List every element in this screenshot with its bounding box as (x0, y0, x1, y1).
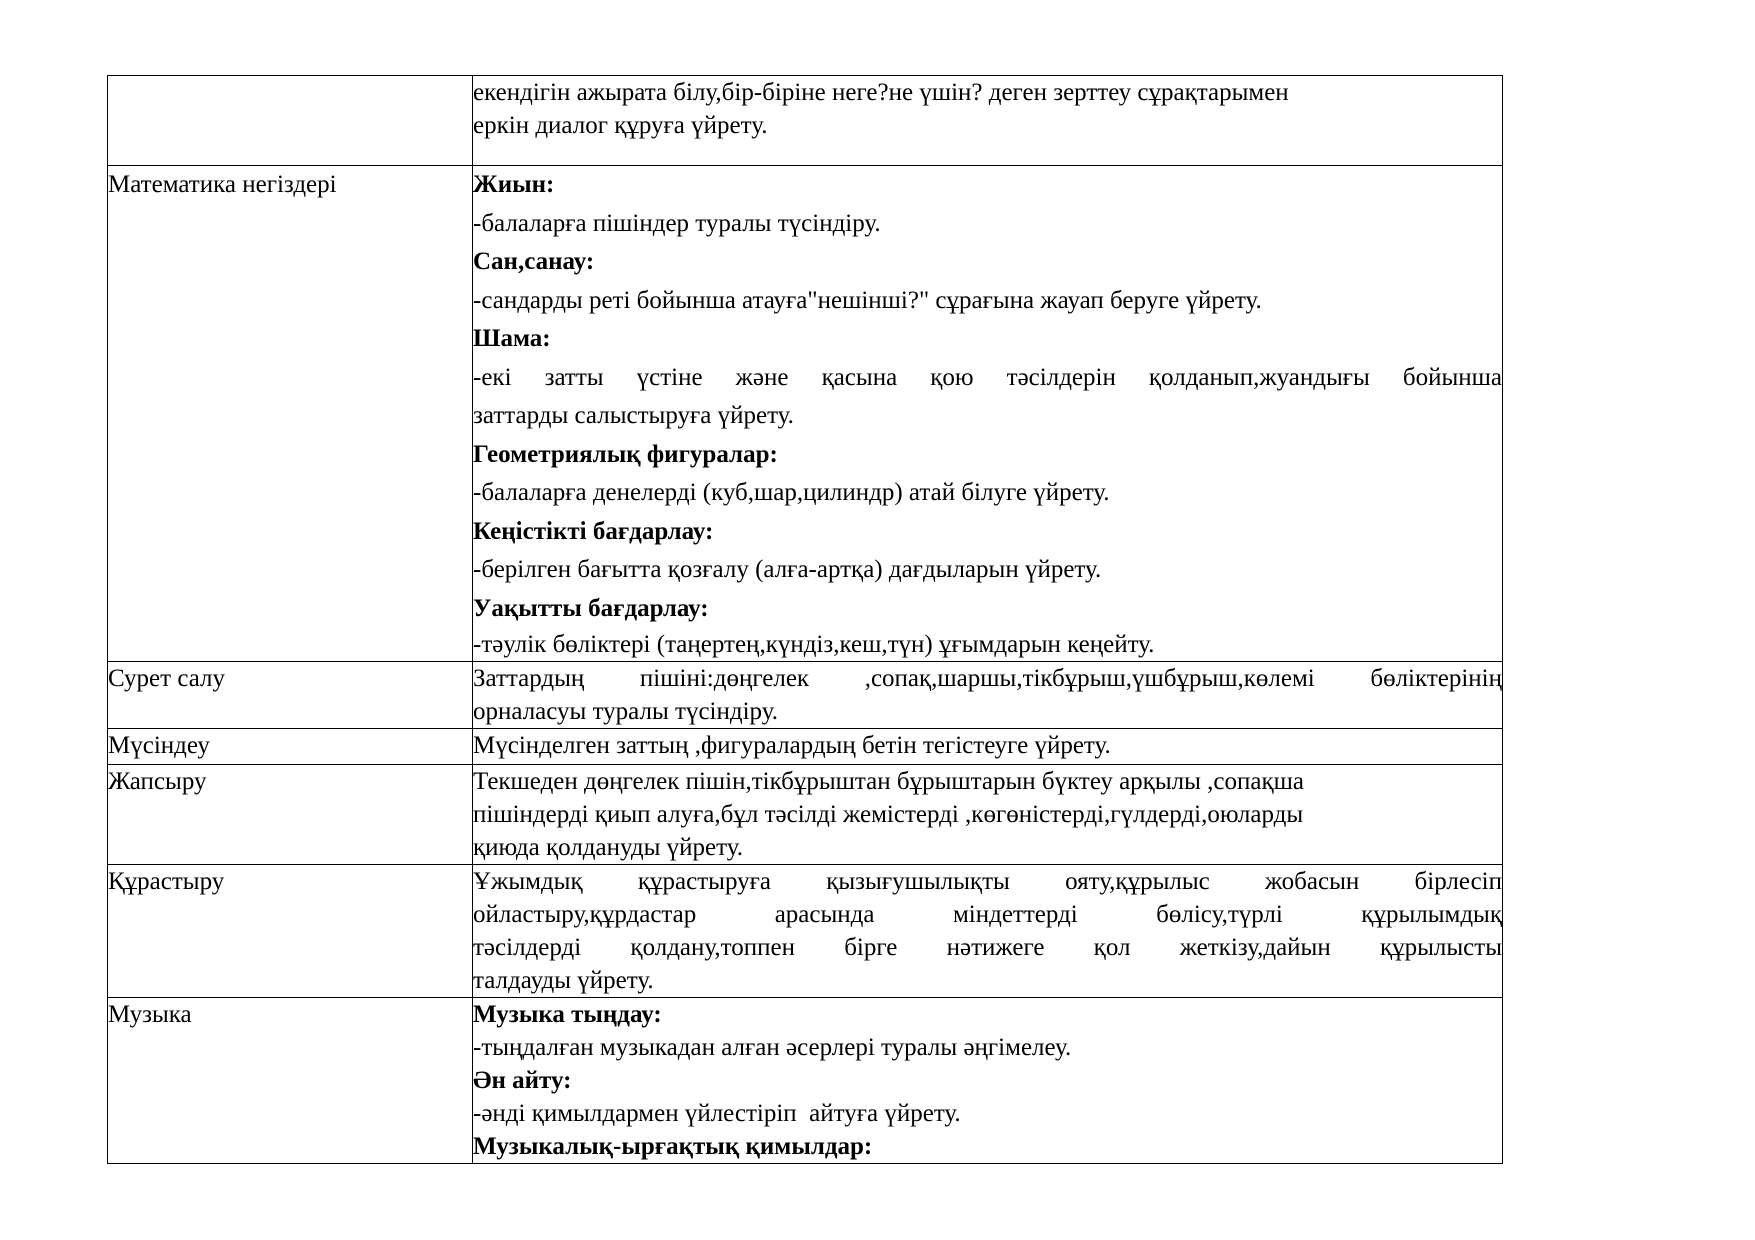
table-row (108, 765, 1503, 865)
content-cell (473, 76, 1503, 166)
content-line: пішіндерді қиып алуға,бұл тәсілді жемістерді ,көгөністерді,гүлдерді,оюларды (473, 801, 1304, 828)
table-row (108, 662, 1503, 729)
content-line: Текшеден дөңгелек пішін,тікбұрыштан бұрыштарын бүктеу арқылы ,сопақша (473, 768, 1304, 795)
content-cell (473, 998, 1503, 1164)
section-text: -сандарды реті бойынша атауға"нешінші?" сұрағына жауап беруге үйрету. (473, 286, 1262, 314)
section-heading: Геометриялық фигуралар: (473, 440, 778, 468)
content-line: Мүсінделген заттың ,фигуралардың бетін тегістеуге үйрету. (473, 732, 1111, 759)
content-line: Ұжымдық құрастыруға қызығушылықты ояту,құрылыс жобасын бірлесіп (473, 868, 1502, 895)
section-heading: Жиын: (473, 171, 555, 198)
content-line: Заттардың пішіні:дөңгелек ,сопақ,шаршы,тікбұрыш,үшбұрыш,көлемі бөліктерінің (473, 665, 1502, 692)
subject-cell (108, 998, 473, 1164)
subject-cell (108, 662, 473, 729)
section-heading: Сан,санау: (473, 248, 595, 275)
subject-label: Математика негіздері (108, 171, 337, 198)
content-line: тәсілдерді қолдану,топпен бірге нәтижеге қол жеткізу,дайын құрылысты (473, 934, 1502, 961)
subject-cell (108, 76, 473, 166)
curriculum-table (107, 75, 1503, 1164)
table-row (108, 76, 1503, 166)
section-heading: Ән айту: (473, 1067, 572, 1094)
content-line: екендігін ажырата білу,бір-біріне неге?не үшін? деген зерттеу сұрақтарымен (473, 79, 1289, 106)
content-cell (473, 865, 1503, 998)
subject-cell (108, 166, 473, 662)
section-text: -тәулік бөліктері (таңертең,күндіз,кеш,түн) ұғымдарын кеңейту. (473, 631, 1155, 658)
subject-label: Музыка (108, 1001, 192, 1028)
content-line: еркін диалог құруға үйрету. (473, 112, 768, 139)
subject-cell (108, 765, 473, 865)
subject-cell (108, 729, 473, 765)
subject-label: Жапсыру (108, 768, 207, 795)
section-text: -әнді қимылдармен үйлестіріп айтуға үйрету. (473, 1100, 961, 1127)
table-row (108, 865, 1503, 998)
section-heading: Кеңістікті бағдарлау: (473, 517, 714, 545)
table-row (108, 166, 1503, 662)
content-cell (473, 729, 1503, 765)
content-line: орналасуы туралы түсіндіру. (473, 698, 778, 725)
section-text: -екі затты үстіне және қасына қою тәсілдерін қолданып,жуандығы бойынша (473, 363, 1502, 391)
section-heading: Музыкалық-ырғақтық қимылдар: (473, 1133, 873, 1160)
section-text: -балаларға денелерді (куб,шар,цилиндр) атай білуге үйрету. (473, 479, 1110, 506)
content-cell (473, 765, 1503, 865)
section-text: заттарды салыстыруға үйрету. (473, 402, 794, 429)
subject-label: Сурет салу (108, 665, 226, 692)
section-text: -балаларға пішіндер туралы түсіндіру. (473, 209, 881, 237)
section-heading: Уақытты бағдарлау: (473, 594, 709, 622)
table-row (108, 998, 1503, 1164)
table-row (108, 729, 1503, 765)
content-line: ойластыру,құрдастар арасында міндеттерді бөлісу,түрлі құрылымдық (473, 901, 1502, 928)
subject-label: Құрастыру (108, 868, 225, 895)
subject-cell (108, 865, 473, 998)
section-text: -тыңдалған музыкадан алған әсерлері туралы әңгімелеу. (473, 1034, 1072, 1061)
content-line: қиюда қолдануды үйрету. (473, 834, 743, 861)
section-heading: Музыка тыңдау: (473, 1001, 662, 1028)
section-text: -берілген бағытта қозғалу (алға-артқа) дағдыларын үйрету. (473, 556, 1102, 583)
subject-label: Мүсіндеу (108, 732, 210, 759)
content-cell (473, 662, 1503, 729)
content-cell (473, 166, 1503, 662)
section-heading: Шама: (473, 325, 551, 352)
content-line: талдауды үйрету. (473, 967, 654, 994)
